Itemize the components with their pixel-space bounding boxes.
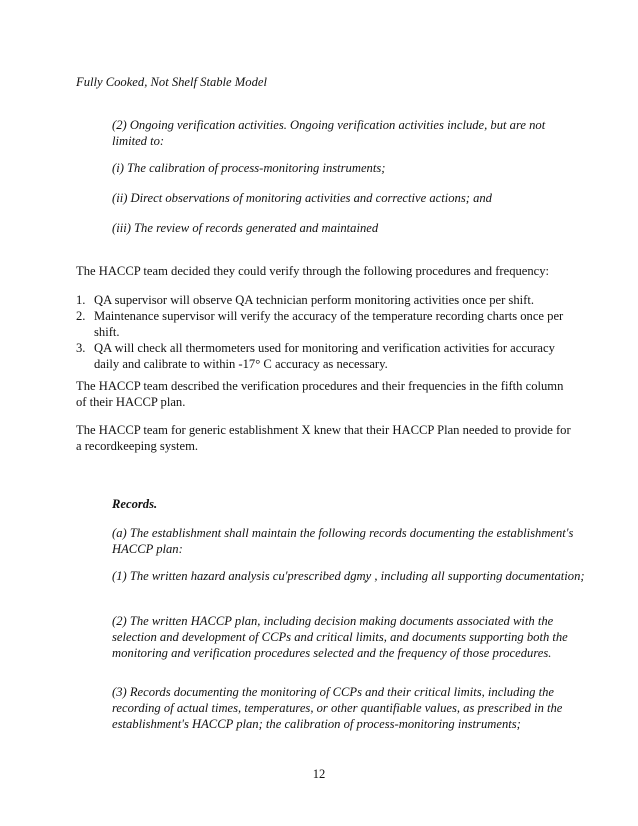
verification-item-records-review: (iii) The review of records generated and maintained: [112, 221, 379, 235]
verification-procedures-intro: The HACCP team decided they could verify through the following procedures and frequency:: [76, 264, 550, 278]
records-item-a: (a) The establishment shall maintain the following records documenting the establishment's HACCP plan:: [112, 526, 574, 556]
page-number: 12: [312, 767, 326, 781]
list-item-text: Maintenance supervisor will verify the accuracy of the temperature recording charts once per shift.: [94, 309, 564, 339]
page-header: Fully Cooked, Not Shelf Stable Model: [76, 75, 267, 89]
list-item-text: QA supervisor will observe QA technician perform monitoring activities once per shift.: [94, 293, 534, 307]
list-item-number: 3.: [76, 341, 86, 355]
list-item: [76, 308, 576, 340]
verification-activities-intro: (2) Ongoing verification activities. Ongoing verification activities include, but are not limited to:: [112, 118, 546, 148]
records-heading: Records.: [112, 497, 158, 511]
records-item-3: (3) Records documenting the monitoring of CCPs and their critical limits, including the recording of actual times, temperatures, or other quantifiable values, as prescribed in the establishment's HACCP plan; the calibration of process-monitoring instruments;: [112, 685, 563, 731]
verification-procedures-list: [76, 292, 576, 372]
list-item: [76, 340, 576, 372]
verification-summary-paragraph: The HACCP team described the verification procedures and their frequencies in the fifth column of their HACCP plan.: [76, 379, 564, 409]
records-item-1: (1) The written hazard analysis cu'prescribed dgm̧y , including all supporting documentation;: [112, 569, 585, 583]
verification-item-observations: (ii) Direct observations of monitoring activities and corrective actions; and: [112, 191, 492, 205]
records-item-2: (2) The written HACCP plan, including decision making documents associated with the selection and development of CCPs and critical limits, and documents supporting both the monitoring and verification procedures selected and the frequency of those procedures.: [112, 614, 568, 660]
verification-item-calibration: (i) The calibration of process-monitoring instruments;: [112, 161, 386, 175]
list-item-number: 2.: [76, 309, 86, 323]
list-item: [76, 292, 576, 308]
list-item-number: 1.: [76, 293, 86, 307]
list-item-text: QA will check all thermometers used for monitoring and verification activities for accuracy daily and calibrate to within -17° C accuracy as necessary.: [94, 341, 555, 371]
recordkeeping-paragraph: The HACCP team for generic establishment X knew that their HACCP Plan needed to provide for a recordkeeping system.: [76, 423, 571, 453]
